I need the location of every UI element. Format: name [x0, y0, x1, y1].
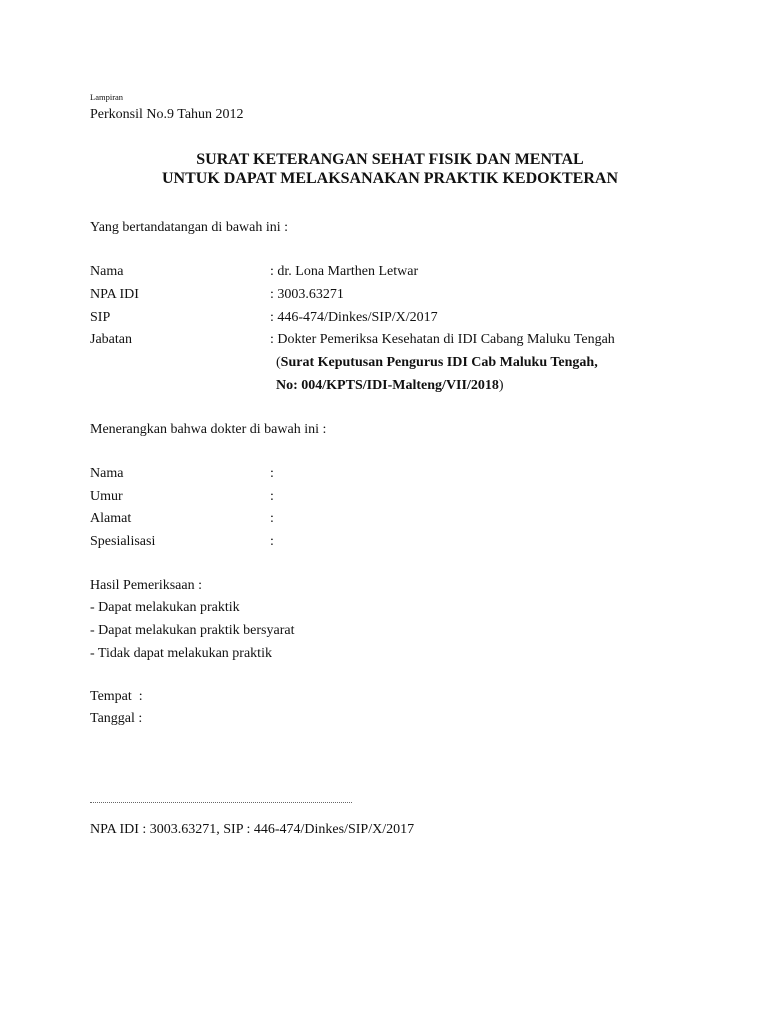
result-option: - Dapat melakukan praktik [90, 600, 240, 615]
field-label: SIP [90, 310, 111, 325]
field-value: : Dokter Pemeriksa Kesehatan di IDI Cabang Maluku Tengah [270, 332, 615, 347]
document-title-line1: SURAT KETERANGAN SEHAT FISIK DAN MENTAL [196, 151, 584, 168]
regulation-reference: Perkonsil No.9 Tahun 2012 [90, 107, 244, 122]
place-field: Tempat : [90, 689, 143, 704]
date-field: Tanggal : [90, 711, 143, 726]
field-value: : dr. Lona Marthen Letwar [270, 264, 419, 279]
field-label: Nama [90, 466, 124, 481]
statement-text: Menerangkan bahwa dokter di bawah ini : [90, 422, 327, 437]
result-option: - Tidak dapat melakukan praktik [90, 646, 272, 661]
field-value: : [270, 534, 274, 549]
field-value: : [270, 489, 274, 504]
intro-text: Yang bertandatangan di bawah ini : [90, 220, 289, 235]
result-option: - Dapat melakukan praktik bersyarat [90, 623, 295, 638]
document-title-line2: UNTUK DAPAT MELAKSANAKAN PRAKTIK KEDOKTERAN [161, 170, 619, 187]
decree-line1: (Surat Keputusan Pengurus IDI Cab Maluku Tengah, [276, 355, 598, 370]
decree-line2: No: 004/KPTS/IDI-Malteng/VII/2018) [276, 378, 504, 393]
field-value: : 446-474/Dinkes/SIP/X/2017 [270, 310, 438, 325]
field-label: Alamat [90, 511, 132, 526]
field-label: NPA IDI [90, 287, 139, 302]
field-label: Umur [90, 489, 123, 504]
field-label: Jabatan [90, 332, 132, 347]
attachment-label: Lampiran [90, 92, 124, 102]
field-value: : [270, 466, 274, 481]
footer-credentials: NPA IDI : 3003.63271, SIP : 446-474/Dinkes/SIP/X/2017 [90, 822, 415, 837]
field-label: Nama [90, 264, 124, 279]
signature-line [90, 802, 352, 803]
result-heading: Hasil Pemeriksaan : [90, 578, 202, 593]
field-value: : [270, 511, 274, 526]
field-value: : 3003.63271 [270, 287, 344, 302]
field-label: Spesialisasi [90, 534, 156, 549]
